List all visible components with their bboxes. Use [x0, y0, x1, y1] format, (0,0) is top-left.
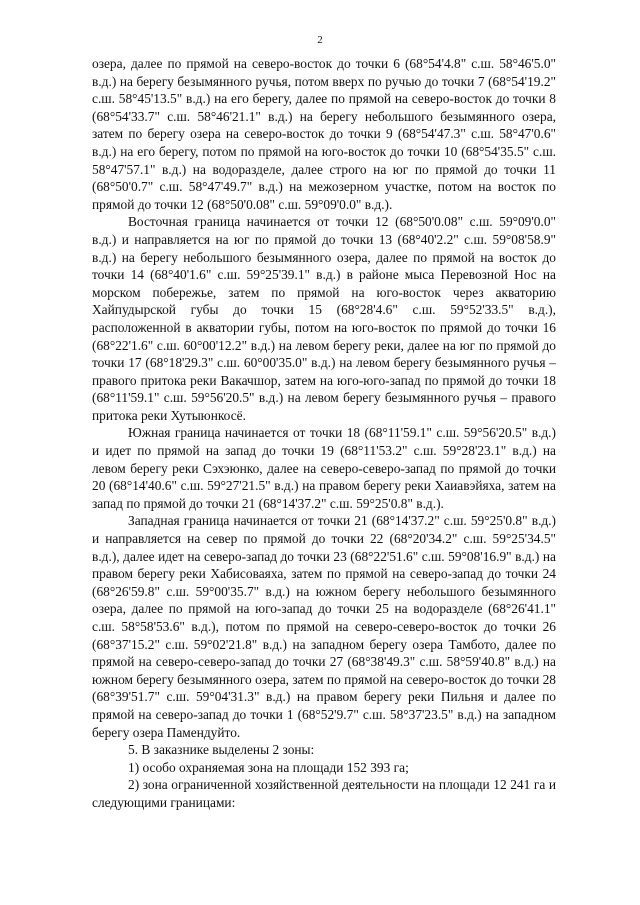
- page-number: 2: [317, 34, 323, 46]
- paragraph-zone-1: 1) особо охраняемая зона на площади 152 393 га;: [128, 759, 409, 775]
- paragraph-zones-heading: 5. В заказнике выделены 2 зоны:: [128, 742, 315, 758]
- paragraph-east-boundary: Восточная граница начинается от точки 12 (68°50'0.08" с.ш. 59°09'0.0" в.д.) и направляется на юг по прямой до точки 13 (68°40'2.2" с.ш. 59°08'58.9" в.д.) на берегу небольшого безымянного озера, далее по прямой на восток до точки 14 (68°40'1.6" с.ш. 59°25'39.1" в.д.) в районе мыса Перевозной Нос на морском побережье, затем по прямой на юго-восток через акваторию Хайпудырской губы до точки 15 (68°28'4.6" с.ш. 59°52'33.5" в.д.), расположенной в акватории губы, потом на юго-восток по прямой до точки 16 (68°22'1.6" с.ш. 60°00'12.2" в.д.) на левом берегу реки, далее на юг по прямой до точки 17 (68°18'29.3" с.ш. 60°00'35.0" в.д.) на левом берегу безымянного ручья – правого притока реки Вакачшор, затем на юго-юго-запад по прямой до точки 18 (68°11'59.1" с.ш. 59°56'20.5" в.д.) на левом берегу безымянного ручья – правого притока реки Хутыюнкосё.: [92, 214, 556, 423]
- paragraph-south-boundary: Южная граница начинается от точки 18 (68°11'59.1" с.ш. 59°56'20.5" в.д.) и идет по прямой на запад до точки 19 (68°11'53.2" с.ш. 59°28'23.1" в.д.) на левом берегу реки Сэхэюнко, далее на северо-северо-запад по прямой до точки 20 (68°14'40.6" с.ш. 59°27'21.5" в.д.) на правом берегу реки Хаиавэйяха, затем на запад по прямой до точки 21 (68°14'37.2" с.ш. 59°25'0.8" в.д.).: [92, 425, 556, 511]
- document-body: [92, 55, 556, 812]
- paragraph-north-boundary-continuation: озера, далее по прямой на северо-восток до точки 6 (68°54'4.8" с.ш. 58°46'5.0" в.д.) на берегу безымянного ручья, потом вверх по ручью до точки 7 (68°54'19.2" с.ш. 58°45'13.5" в.д.) на его берегу, далее по прямой на северо-восток до точки 8 (68°54'33.7" с.ш. 58°46'21.1" в.д.) на берегу небольшого безымянного озера, затем по берегу озера на северо-восток до точки 9 (68°54'47.3" с.ш. 58°47'0.6" в.д.) на его берегу, потом по прямой на юго-восток до точки 10 (68°54'35.5" с.ш. 58°47'57.1" в.д.) на водоразделе, далее строго на юг по прямой до точки 11 (68°50'0.7" с.ш. 58°47'49.7" в.д.) на межозерном участке, потом на восток по прямой до точки 12 (68°50'0.08" с.ш. 59°09'0.0" в.д.).: [92, 56, 556, 212]
- paragraph-west-boundary: Западная граница начинается от точки 21 (68°14'37.2" с.ш. 59°25'0.8" в.д.) и направляется на север по прямой до точки 22 (68°20'34.2" с.ш. 59°25'34.5" в.д.), далее идет на северо-запад до точки 23 (68°22'51.6" с.ш. 59°08'16.9" в.д.) на правом берегу реки Хабисоваяха, затем по прямой на северо-запад до точки 24 (68°26'59.8" с.ш. 59°00'35.7" в.д.) на южном берегу небольшого безымянного озера, далее по прямой на юго-запад до точки 25 на водоразделе (68°26'41.1" с.ш. 58°58'53.6" в.д.), потом по прямой на северо-северо-восток до точки 26 (68°37'15.2" с.ш. 59°02'21.8" в.д.) на западном берегу озера Тамбото, далее по прямой на северо-северо-запад до точки 27 (68°38'49.3" с.ш. 58°59'40.8" в.д.) на южном берегу безымянного озера, затем по прямой на северо-восток до точки 28 (68°39'51.7" с.ш. 59°04'31.3" в.д.) на правом берегу реки Пильня и далее по прямой на северо-запад до точки 1 (68°52'9.7" с.ш. 58°37'23.5" в.д.) на западном берегу озера Памендуйто.: [92, 513, 556, 740]
- paragraph-zone-2: 2) зона ограниченной хозяйственной деятельности на площади 12 241 га и следующими границами:: [92, 777, 556, 810]
